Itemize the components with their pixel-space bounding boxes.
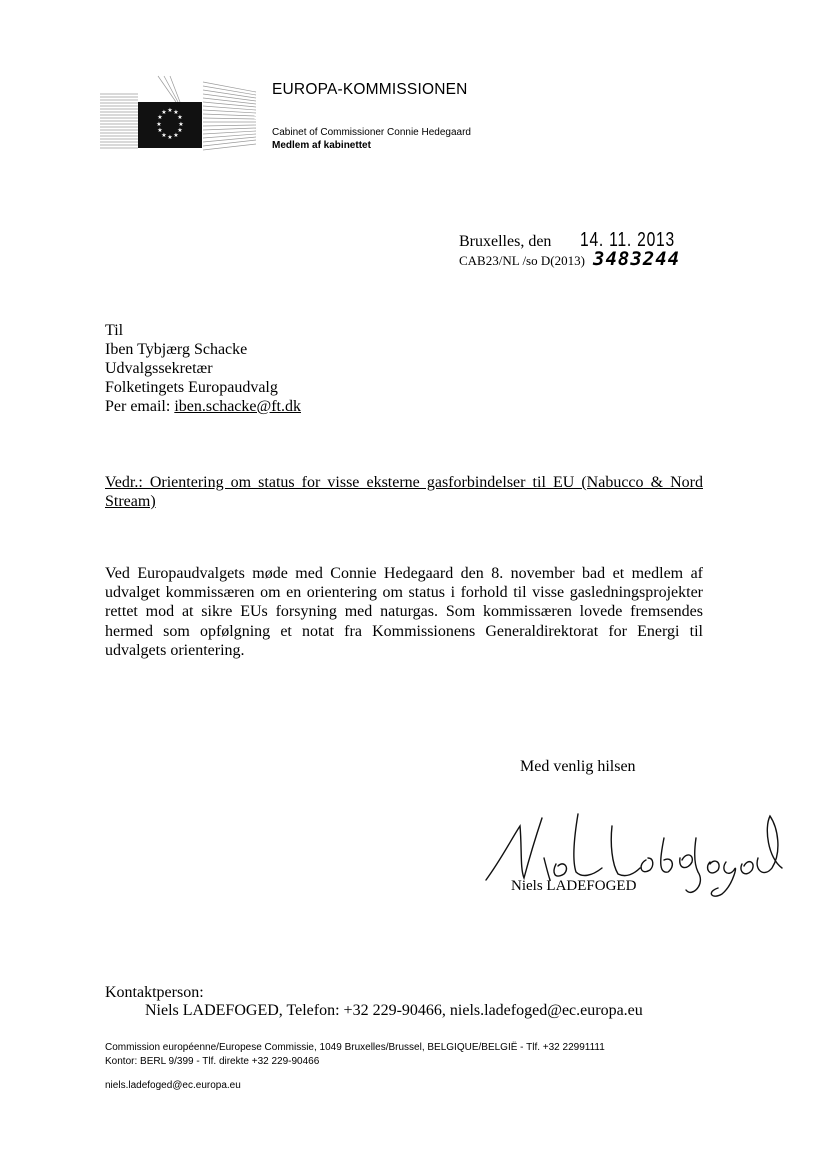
footer-email: niels.ladefoged@ec.europa.eu: [105, 1080, 241, 1091]
signer-name: Niels LADEFOGED: [511, 878, 637, 894]
closing-greeting: Med venlig hilsen: [520, 758, 636, 775]
svg-text:★: ★: [156, 121, 162, 128]
svg-text:★: ★: [177, 127, 183, 134]
recipient-title: Udvalgssekretær: [105, 360, 213, 377]
letter-body: Ved Europaudvalgets møde med Connie Hedegaard den 8. november bad et medlem af udvalget kommissæren om en orientering om status i forhold til visse gasledningsprojekter rettet mod at sikre EUs forsyning med naturgas. Som kommissæren lovede fremsendes hermed som opfølgning et notat fra Kommissionens Generaldirektorat for Energi til udvalgets orientering.: [105, 565, 703, 659]
svg-text:★: ★: [167, 134, 173, 141]
recipient-email-link[interactable]: iben.schacke@ft.dk: [174, 398, 301, 415]
svg-text:★: ★: [167, 107, 173, 114]
recipient-salutation: Til: [105, 322, 124, 339]
svg-text:★: ★: [173, 132, 179, 139]
svg-text:★: ★: [161, 109, 167, 116]
place-label: Bruxelles, den: [459, 233, 552, 250]
svg-text:★: ★: [157, 114, 163, 121]
svg-text:★: ★: [178, 121, 184, 128]
recipient-email-line: [105, 398, 301, 417]
sender-role: Medlem af kabinettet: [272, 140, 371, 151]
svg-text:★: ★: [173, 109, 179, 116]
email-label: Per email:: [105, 398, 171, 415]
subject-line: Vedr.: Orientering om status for visse eksterne gasforbindelser til EU (Nabucco & Nord Stream): [105, 474, 703, 510]
cabinet-name: Cabinet of Commissioner Connie Hedegaard: [272, 127, 471, 138]
footer-office: Kontor: BERL 9/399 - Tlf. direkte +32 229-90466: [105, 1056, 320, 1067]
footer-address: Commission européenne/Europese Commissie, 1049 Bruxelles/Brussel, BELGIQUE/BELGIË - Tlf. +32 22991111: [105, 1042, 605, 1053]
contact-label: Kontaktperson:: [105, 984, 204, 1001]
svg-text:★: ★: [177, 114, 183, 121]
reference-number: 3483244: [593, 248, 681, 270]
reference-label: CAB23/NL /so D(2013): [459, 253, 585, 268]
recipient-organisation: Folketingets Europaudvalg: [105, 379, 278, 396]
svg-text:★: ★: [157, 127, 163, 134]
date-stamp: 14. 11. 2013: [580, 229, 675, 251]
svg-text:★: ★: [161, 132, 167, 139]
european-commission-logo: [98, 72, 258, 152]
organisation-name: EUROPA-KOMMISSIONEN: [272, 81, 468, 98]
contact-details: Niels LADEFOGED, Telefon: +32 229-90466, niels.ladefoged@ec.europa.eu: [145, 1002, 643, 1019]
recipient-name: Iben Tybjærg Schacke: [105, 341, 248, 358]
